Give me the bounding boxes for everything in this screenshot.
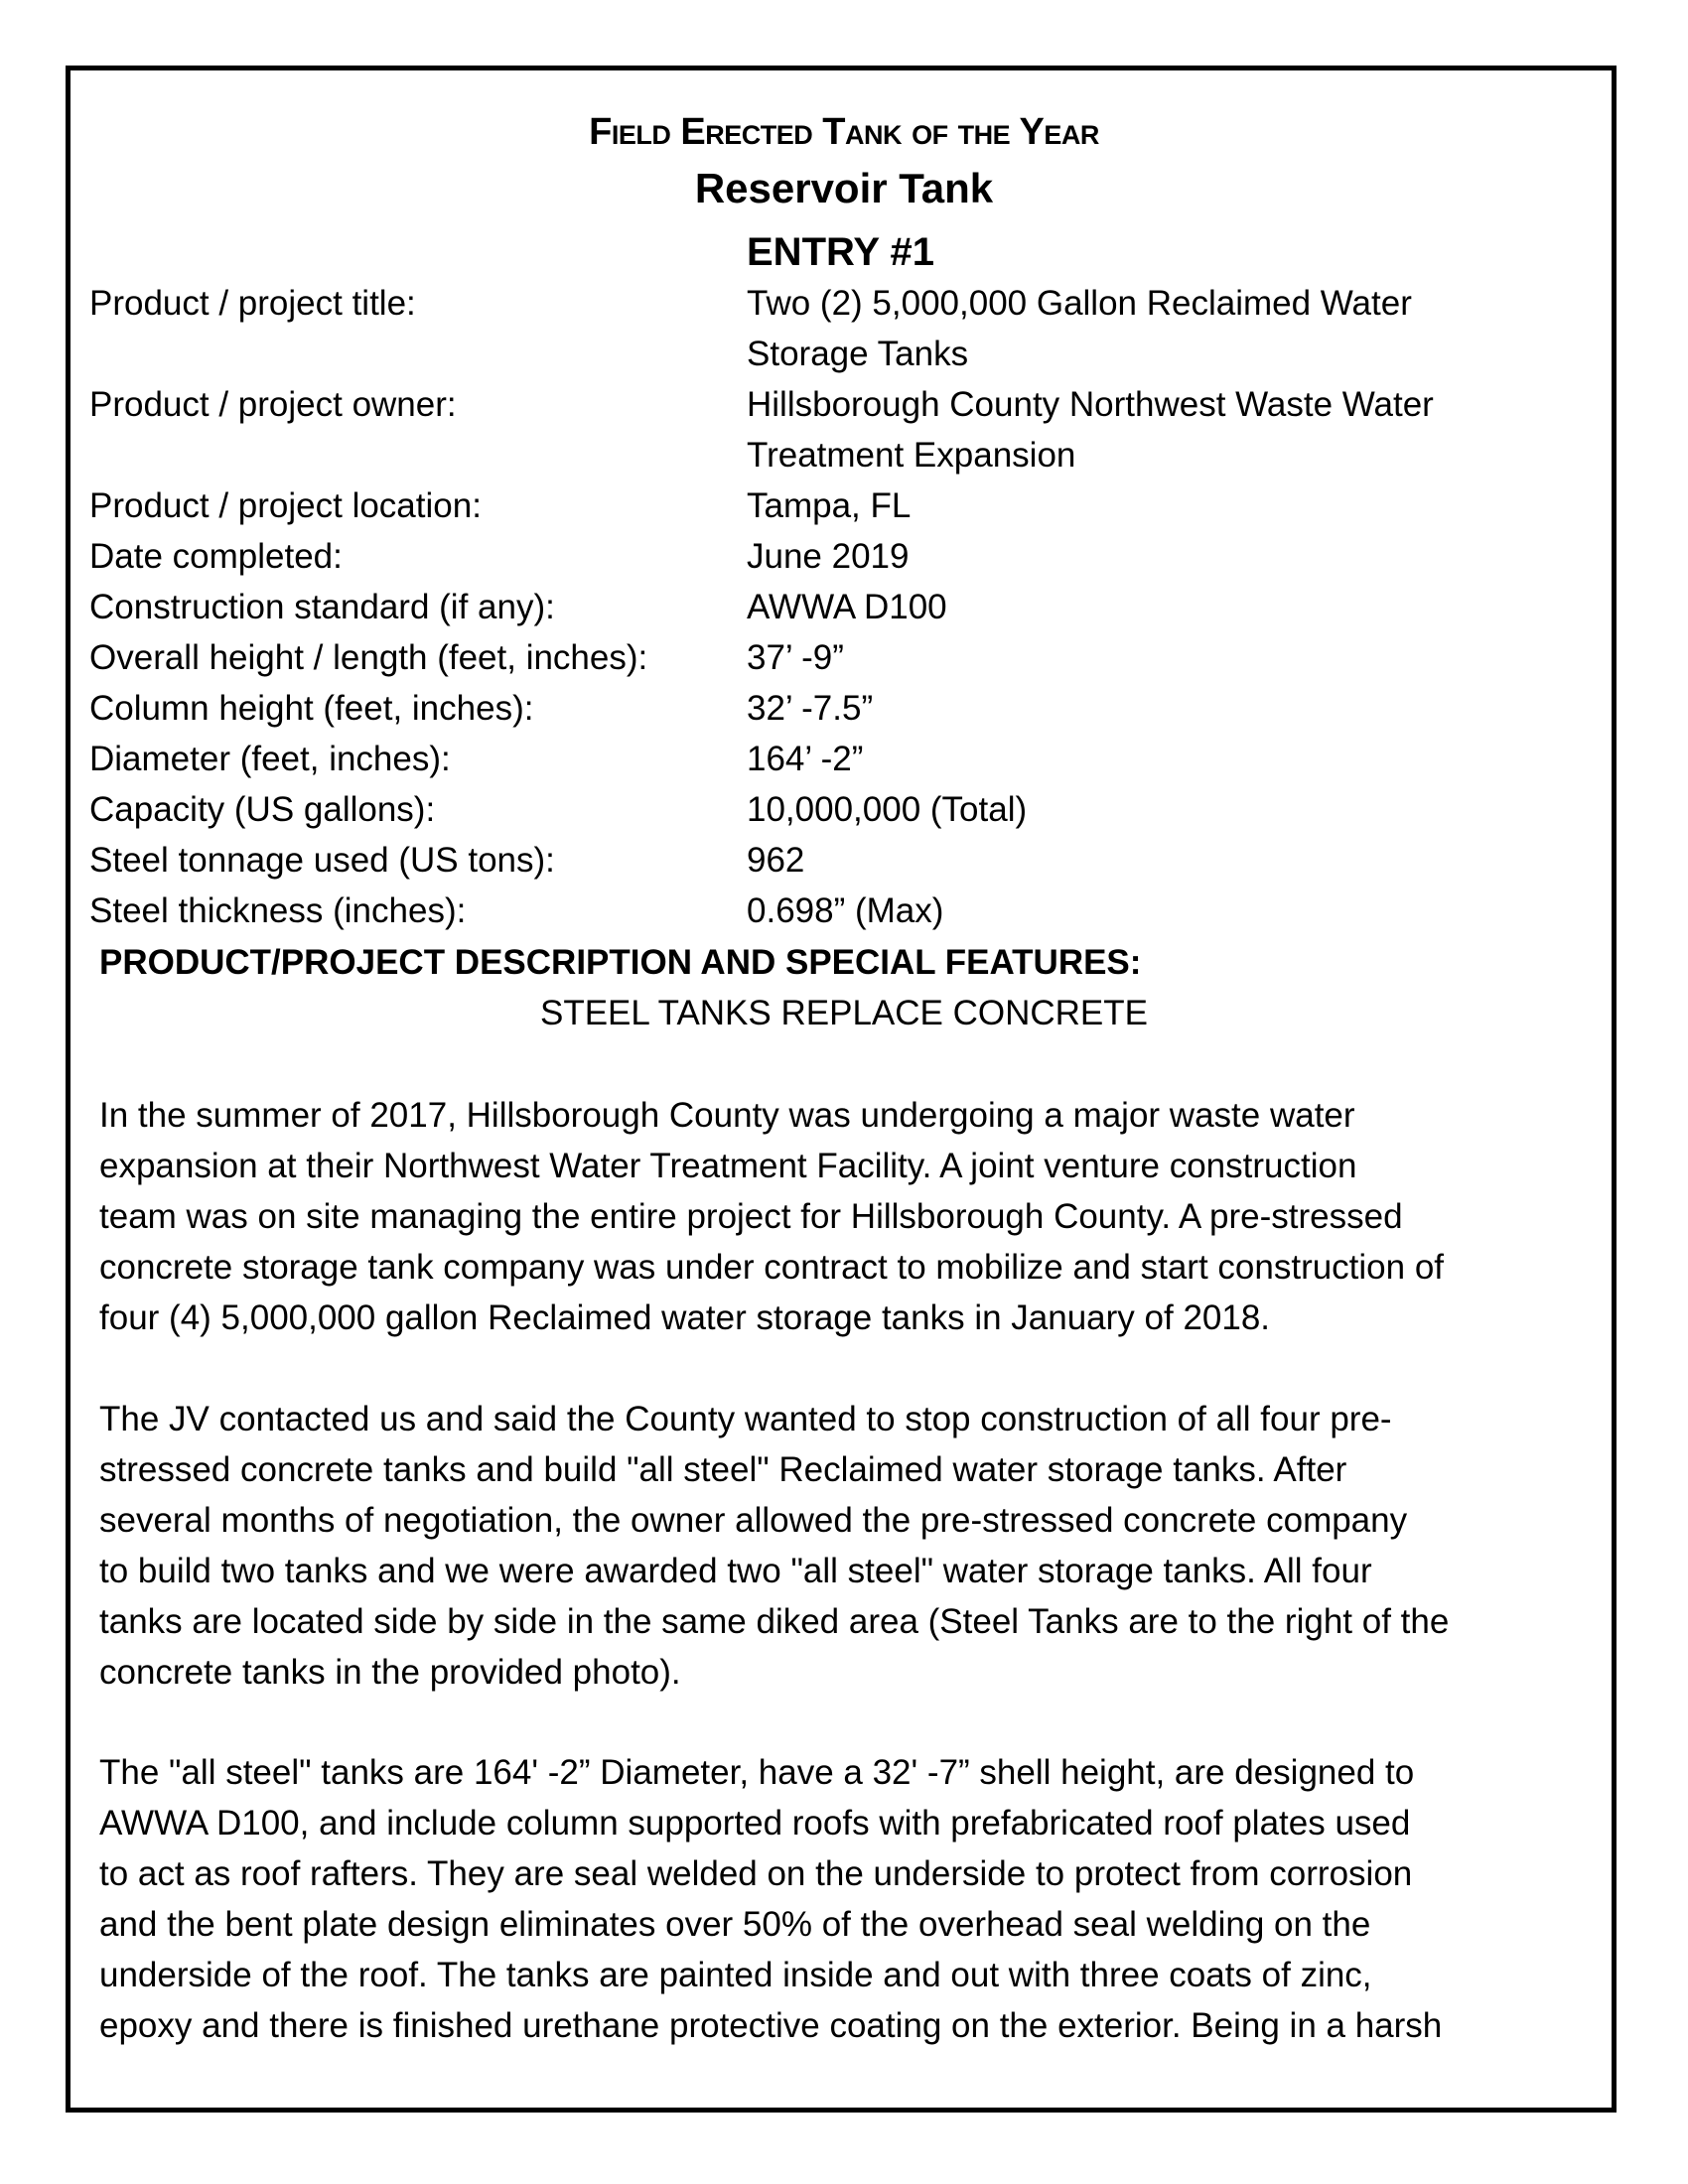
paragraph-line: concrete tanks in the provided photo).: [99, 1653, 681, 1692]
field-label: Steel tonnage used (US tons):: [89, 841, 555, 880]
field-label: Overall height / length (feet, inches):: [89, 638, 648, 677]
paragraph-line: to act as roof rafters. They are seal welded on the underside to protect from corrosion: [99, 1854, 1413, 1893]
paragraph-line: to build two tanks and we were awarded two "all steel" water storage tanks. All four: [99, 1552, 1372, 1590]
field-row-capacity: [89, 784, 1599, 835]
paragraph-line: stressed concrete tanks and build "all steel" Reclaimed water storage tanks. After: [99, 1450, 1347, 1489]
field-value: 164’ -2”: [747, 740, 864, 778]
field-value: 37’ -9”: [747, 638, 844, 677]
field-row-steel-thickness: [89, 886, 1599, 936]
field-label: Product / project owner:: [89, 385, 457, 424]
field-value: 0.698” (Max): [747, 891, 944, 930]
paragraph-line: AWWA D100, and include column supported roofs with prefabricated roof plates used: [99, 1804, 1411, 1843]
paragraph-line: The JV contacted us and said the County wanted to stop construction of all four pre-: [99, 1400, 1392, 1438]
field-label: Product / project location:: [89, 486, 482, 525]
paragraph-line: concrete storage tank company was under contract to mobilize and start construction of: [99, 1248, 1445, 1287]
paragraph-line: several months of negotiation, the owner allowed the pre-stressed concrete company: [99, 1501, 1408, 1540]
field-row-location: [89, 480, 1599, 531]
description-paragraph: [99, 1394, 1609, 1698]
paragraph-line: four (4) 5,000,000 gallon Reclaimed water storage tanks in January of 2018.: [99, 1298, 1271, 1337]
description-paragraph: [99, 1090, 1609, 1343]
paragraph-line: The "all steel" tanks are 164' -2” Diameter, have a 32' -7” shell height, are designed to: [99, 1753, 1415, 1792]
field-row-date-completed: [89, 531, 1599, 582]
paragraph-line: team was on site managing the entire project for Hillsborough County. A pre-stressed: [99, 1197, 1403, 1236]
field-value: AWWA D100: [747, 588, 947, 626]
field-row-diameter: [89, 734, 1599, 784]
entry-number: ENTRY #1: [747, 230, 934, 274]
field-value: Hillsborough County Northwest Waste Water Treatment Expansion: [747, 385, 1434, 475]
field-row-column-height: [89, 683, 1599, 734]
field-value: 962: [747, 841, 805, 880]
paragraph-line: underside of the roof. The tanks are painted inside and out with three coats of zinc,: [99, 1956, 1372, 1994]
field-label: Construction standard (if any):: [89, 588, 555, 626]
paragraph-line: expansion at their Northwest Water Treatment Facility. A joint venture construction: [99, 1147, 1357, 1185]
field-label: Capacity (US gallons):: [89, 790, 436, 829]
field-value: 10,000,000 (Total): [747, 790, 1028, 829]
field-label: Product / project title:: [89, 284, 416, 323]
field-value: June 2019: [747, 537, 910, 576]
field-row-overall-height: [89, 632, 1599, 683]
description-paragraph: [99, 1747, 1609, 2051]
field-label: Diameter (feet, inches):: [89, 740, 451, 778]
tank-type-heading: Reservoir Tank: [694, 165, 994, 211]
paragraph-line: In the summer of 2017, Hillsborough County was undergoing a major waste water: [99, 1096, 1355, 1135]
project-fields-table: [89, 278, 1599, 936]
field-row-construction-standard: [89, 582, 1599, 632]
paragraph-line: epoxy and there is finished urethane protective coating on the exterior. Being in a harsh: [99, 2006, 1443, 2045]
field-value: 32’ -7.5”: [747, 689, 874, 728]
field-label: Column height (feet, inches):: [89, 689, 534, 728]
paragraph-line: tanks are located side by side in the same diked area (Steel Tanks are to the right of the: [99, 1602, 1450, 1641]
field-label: Steel thickness (inches):: [89, 891, 467, 930]
description-subtitle: STEEL TANKS REPLACE CONCRETE: [539, 994, 1148, 1032]
award-category-heading: Field Erected Tank of the Year: [589, 111, 1099, 153]
paragraph-line: and the bent plate design eliminates over 50% of the overhead seal welding on the: [99, 1905, 1371, 1944]
field-row-steel-tonnage: [89, 835, 1599, 886]
field-value: Two (2) 5,000,000 Gallon Reclaimed Water Storage Tanks: [747, 284, 1412, 373]
field-value: Tampa, FL: [747, 486, 912, 525]
field-label: Date completed:: [89, 537, 343, 576]
description-heading: PRODUCT/PROJECT DESCRIPTION AND SPECIAL FEATURES:: [99, 943, 1142, 982]
field-row-title: [89, 278, 1599, 379]
field-row-owner: [89, 379, 1599, 480]
